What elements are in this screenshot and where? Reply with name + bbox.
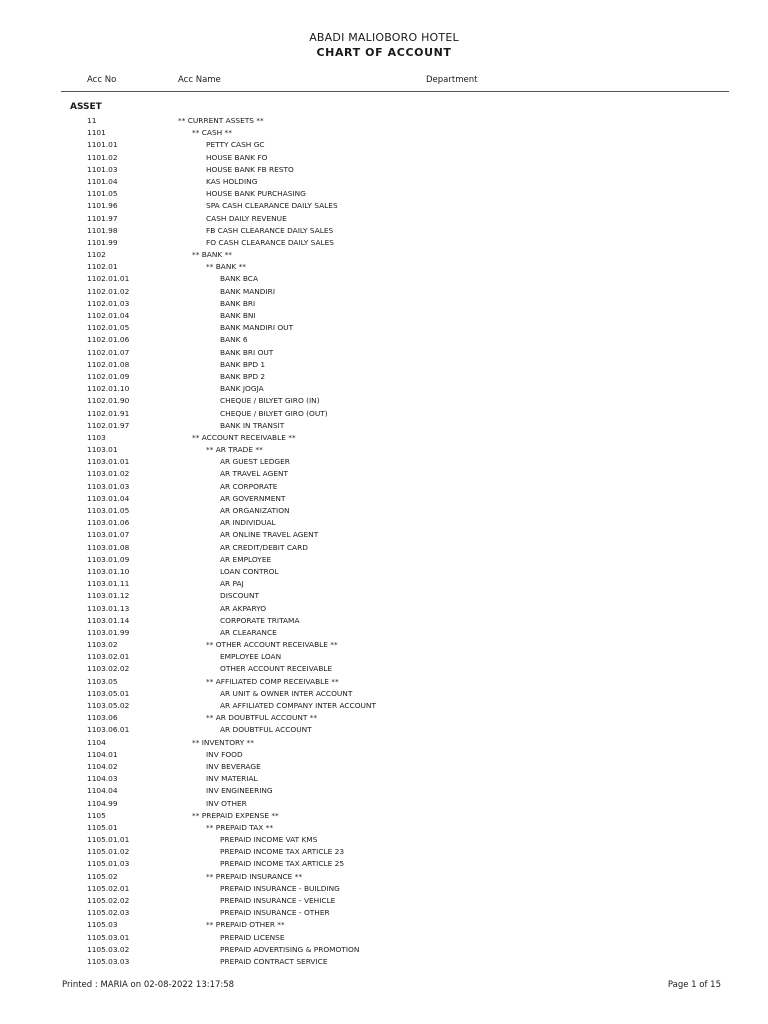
account-number: 1103.02	[87, 640, 118, 650]
account-name: BANK BRI	[220, 298, 256, 308]
account-number: 11	[87, 116, 97, 125]
account-number: 1101.99	[87, 237, 118, 247]
account-name: INV MATERIAL	[206, 774, 258, 784]
account-name: SPA CASH CLEARANCE DAILY SALES	[206, 201, 338, 211]
account-row	[0, 249, 768, 261]
account-number: 1102.01.06	[87, 335, 130, 345]
account-number: 1103.01.05	[87, 506, 130, 515]
account-number: 1103.01.06	[87, 518, 130, 528]
account-number: 1103.01.10	[87, 566, 130, 576]
account-row	[0, 505, 768, 517]
account-row	[0, 944, 768, 956]
account-number: 1101.02	[87, 152, 118, 162]
account-row	[0, 895, 768, 907]
account-row	[0, 481, 768, 493]
account-row	[0, 383, 768, 395]
account-name: OTHER ACCOUNT RECEIVABLE	[220, 664, 333, 674]
account-number: 1103.01.11	[87, 579, 130, 589]
account-number: 1105.01.01	[87, 835, 130, 845]
account-name: PREPAID INSURANCE - OTHER	[220, 908, 330, 918]
account-row	[0, 444, 768, 456]
account-number: 1103.01.08	[87, 542, 130, 552]
account-row	[0, 432, 768, 444]
account-number: 1105.03.03	[87, 956, 130, 966]
account-name: BANK IN TRANSIT	[220, 420, 285, 430]
account-row	[0, 139, 768, 151]
account-name: INV ENGINEERING	[206, 786, 273, 796]
account-number: 1103.02.01	[87, 652, 130, 662]
account-name: AR AKPARYO	[220, 603, 267, 613]
account-name: BANK MANDIRI OUT	[220, 323, 294, 333]
account-row	[0, 225, 768, 237]
account-row	[0, 639, 768, 651]
section-heading: ASSET	[70, 102, 102, 112]
account-row	[0, 188, 768, 200]
account-number: 1105.02.01	[87, 883, 130, 893]
account-number: 1103.05.01	[87, 688, 130, 698]
account-number: 1102.01.90	[87, 396, 130, 406]
account-name: BANK JOGJA	[220, 384, 264, 394]
account-name: ** CURRENT ASSETS **	[178, 116, 264, 125]
account-number: 1101.04	[87, 176, 118, 186]
account-number: 1103	[87, 432, 106, 442]
account-number: 1103.01.12	[87, 591, 130, 601]
account-name: AR DOUBTFUL ACCOUNT	[220, 725, 312, 735]
account-row	[0, 932, 768, 944]
page-number: Page 1 of 15	[667, 980, 721, 990]
account-number: 1104.04	[87, 786, 118, 796]
account-row	[0, 651, 768, 663]
account-number: 1105.01.02	[87, 847, 130, 857]
account-name: CHEQUE / BILYET GIRO (OUT)	[220, 408, 328, 418]
account-row	[0, 883, 768, 895]
account-number: 1102.01.02	[87, 286, 130, 296]
account-row	[0, 298, 768, 310]
account-row	[0, 615, 768, 627]
account-row	[0, 164, 768, 176]
account-row	[0, 127, 768, 139]
account-name: PREPAID INSURANCE - BUILDING	[220, 883, 340, 893]
account-name: ** PREPAID INSURANCE **	[206, 871, 303, 881]
account-row	[0, 676, 768, 688]
account-row	[0, 578, 768, 590]
account-row	[0, 371, 768, 383]
account-name: AR CLEARANCE	[220, 627, 277, 637]
account-number: 1101.97	[87, 213, 118, 223]
account-number: 1104	[87, 737, 106, 747]
account-row	[0, 822, 768, 834]
account-number: 1103.01.02	[87, 469, 130, 479]
account-name: ** CASH **	[192, 128, 232, 138]
account-row	[0, 785, 768, 797]
account-number: 1103.01.03	[87, 481, 130, 491]
account-name: ** AR TRADE **	[206, 445, 263, 455]
account-number: 1105	[87, 810, 106, 820]
account-row	[0, 517, 768, 529]
account-list	[0, 115, 768, 968]
account-row	[0, 115, 768, 127]
account-name: BANK BNI	[220, 311, 256, 320]
account-row	[0, 919, 768, 931]
account-row	[0, 810, 768, 822]
account-name: LOAN CONTROL	[220, 566, 279, 576]
account-name: PREPAID INCOME VAT KMS	[220, 835, 318, 845]
account-number: 1103.01.04	[87, 493, 130, 503]
account-name: AR TRAVEL AGENT	[220, 469, 289, 479]
account-name: EMPLOYEE LOAN	[220, 652, 282, 662]
account-number: 1105.01	[87, 822, 118, 832]
account-name: PREPAID INCOME TAX ARTICLE 23	[220, 847, 345, 857]
account-name: BANK BRI OUT	[220, 347, 274, 357]
account-number: 1104.03	[87, 774, 118, 784]
account-row	[0, 761, 768, 773]
account-row	[0, 907, 768, 919]
account-row	[0, 688, 768, 700]
account-row	[0, 590, 768, 602]
account-name: ** AFFILIATED COMP RECEIVABLE **	[206, 676, 339, 686]
account-name: ** AR DOUBTFUL ACCOUNT **	[206, 713, 318, 723]
account-name: ** PREPAID EXPENSE **	[192, 810, 279, 820]
account-row	[0, 420, 768, 432]
account-name: AR ORGANIZATION	[220, 506, 290, 515]
account-number: 1105.01.03	[87, 859, 130, 869]
account-number: 1102.01.91	[87, 408, 130, 418]
account-number: 1103.01.09	[87, 554, 130, 564]
account-number: 1102.01.05	[87, 323, 130, 333]
account-number: 1102.01.01	[87, 274, 130, 284]
account-name: FB CASH CLEARANCE DAILY SALES	[206, 225, 334, 235]
account-number: 1103.01.14	[87, 615, 130, 625]
account-row	[0, 846, 768, 858]
account-name: AR INDIVIDUAL	[220, 518, 276, 528]
account-name: PREPAID CONTRACT SERVICE	[220, 956, 328, 966]
account-row	[0, 773, 768, 785]
account-name: BANK BCA	[220, 274, 259, 284]
account-name: BANK MANDIRI	[220, 286, 275, 296]
account-number: 1103.05	[87, 676, 118, 686]
account-row	[0, 310, 768, 322]
account-name: PREPAID LICENSE	[220, 932, 285, 942]
account-name: DISCOUNT	[220, 591, 259, 601]
account-number: 1105.02.03	[87, 908, 130, 918]
account-row	[0, 237, 768, 249]
account-row	[0, 286, 768, 298]
account-name: BANK 6	[220, 335, 248, 345]
account-row	[0, 871, 768, 883]
account-row	[0, 176, 768, 188]
account-number: 1103.06.01	[87, 725, 130, 735]
account-name: INV OTHER	[206, 798, 247, 808]
account-row	[0, 712, 768, 724]
account-number: 1105.03.02	[87, 944, 130, 954]
account-name: ** PREPAID TAX **	[206, 822, 274, 832]
account-name: AR AFFILIATED COMPANY INTER ACCOUNT	[220, 701, 376, 710]
account-row	[0, 663, 768, 675]
account-name: PREPAID ADVERTISING & PROMOTION	[220, 944, 360, 954]
account-number: 1101.03	[87, 164, 118, 174]
account-number: 1104.99	[87, 798, 118, 808]
account-number: 1102.01.97	[87, 420, 130, 430]
account-number: 1103.01	[87, 445, 118, 455]
column-header-acc-no: Acc No	[87, 75, 117, 85]
account-row	[0, 468, 768, 480]
account-number: 1103.01.01	[87, 457, 130, 467]
account-number: 1101.98	[87, 225, 118, 235]
account-number: 1102.01	[87, 262, 118, 272]
account-row	[0, 542, 768, 554]
account-row	[0, 322, 768, 334]
account-number: 1104.01	[87, 749, 118, 759]
account-row	[0, 273, 768, 285]
account-row	[0, 493, 768, 505]
account-row	[0, 798, 768, 810]
account-row	[0, 956, 768, 968]
account-number: 1105.03	[87, 920, 118, 930]
account-row	[0, 700, 768, 712]
account-name: AR GOVERNMENT	[220, 493, 286, 503]
account-name: KAS HOLDING	[206, 176, 258, 186]
account-row	[0, 566, 768, 578]
account-row	[0, 347, 768, 359]
account-number: 1103.01.07	[87, 530, 130, 540]
account-name: ** OTHER ACCOUNT RECEIVABLE **	[206, 640, 338, 650]
account-row	[0, 408, 768, 420]
account-row	[0, 737, 768, 749]
account-name: ** PREPAID OTHER **	[206, 920, 285, 930]
account-name: ** INVENTORY **	[192, 737, 254, 747]
account-number: 1103.05.02	[87, 701, 130, 710]
account-number: 1102.01.10	[87, 384, 130, 394]
account-name: CHEQUE / BILYET GIRO (IN)	[220, 396, 320, 406]
account-row	[0, 554, 768, 566]
account-name: PETTY CASH GC	[206, 140, 265, 150]
account-name: AR ONLINE TRAVEL AGENT	[220, 530, 319, 540]
account-name: AR GUEST LEDGER	[220, 457, 290, 467]
account-number: 1101.96	[87, 201, 118, 211]
account-row	[0, 627, 768, 639]
account-row	[0, 603, 768, 615]
account-number: 1105.02	[87, 871, 118, 881]
account-number: 1102.01.08	[87, 359, 130, 369]
account-number: 1104.02	[87, 761, 118, 771]
account-name: CORPORATE TRITAMA	[220, 615, 300, 625]
account-name: AR CORPORATE	[220, 481, 278, 491]
account-row	[0, 456, 768, 468]
account-name: ** ACCOUNT RECEIVABLE **	[192, 432, 296, 442]
printed-info: Printed : MARIA on 02-08-2022 13:17:58	[62, 980, 235, 990]
account-name: HOUSE BANK PURCHASING	[206, 189, 306, 199]
hotel-name: ABADI MALIOBORO HOTEL	[309, 31, 459, 44]
account-name: AR PAJ	[220, 579, 244, 589]
account-row	[0, 213, 768, 225]
account-name: PREPAID INSURANCE - VEHICLE	[220, 896, 336, 905]
account-name: HOUSE BANK FO	[206, 152, 268, 162]
account-number: 1101.01	[87, 140, 118, 150]
account-row	[0, 200, 768, 212]
account-number: 1102	[87, 250, 106, 260]
account-row	[0, 749, 768, 761]
account-row	[0, 334, 768, 346]
column-header-acc-name: Acc Name	[178, 75, 221, 85]
account-name: CASH DAILY REVENUE	[206, 213, 287, 223]
account-number: 1101.05	[87, 189, 118, 199]
account-row	[0, 529, 768, 541]
account-name: AR CREDIT/DEBIT CARD	[220, 542, 308, 552]
account-name: BANK BPD 2	[220, 371, 266, 381]
account-name: INV BEVERAGE	[206, 761, 261, 771]
column-header-department: Department	[426, 75, 478, 85]
account-name: PREPAID INCOME TAX ARTICLE 25	[220, 859, 345, 869]
account-number: 1101	[87, 128, 106, 138]
account-name: INV FOOD	[206, 749, 243, 759]
account-number: 1102.01.03	[87, 298, 130, 308]
account-name: AR EMPLOYEE	[220, 554, 272, 564]
account-number: 1103.01.99	[87, 627, 130, 637]
account-row	[0, 359, 768, 371]
document-title: CHART OF ACCOUNT	[316, 46, 452, 59]
account-number: 1105.03.01	[87, 932, 130, 942]
account-number: 1105.02.02	[87, 896, 130, 905]
account-name: AR UNIT & OWNER INTER ACCOUNT	[220, 688, 353, 698]
account-row	[0, 261, 768, 273]
account-name: ** BANK **	[206, 262, 246, 272]
account-name: FO CASH CLEARANCE DAILY SALES	[206, 237, 334, 247]
account-row	[0, 724, 768, 736]
account-number: 1102.01.09	[87, 371, 130, 381]
account-row	[0, 834, 768, 846]
account-number: 1103.01.13	[87, 603, 130, 613]
account-row	[0, 152, 768, 164]
account-name: ** BANK **	[192, 250, 232, 260]
account-number: 1102.01.07	[87, 347, 130, 357]
account-name: BANK BPD 1	[220, 359, 266, 369]
account-number: 1103.02.02	[87, 664, 130, 674]
account-row	[0, 395, 768, 407]
account-name: HOUSE BANK FB RESTO	[206, 164, 294, 174]
account-row	[0, 858, 768, 870]
account-number: 1103.06	[87, 713, 118, 723]
account-number: 1102.01.04	[87, 311, 130, 320]
header-rule	[61, 91, 729, 92]
